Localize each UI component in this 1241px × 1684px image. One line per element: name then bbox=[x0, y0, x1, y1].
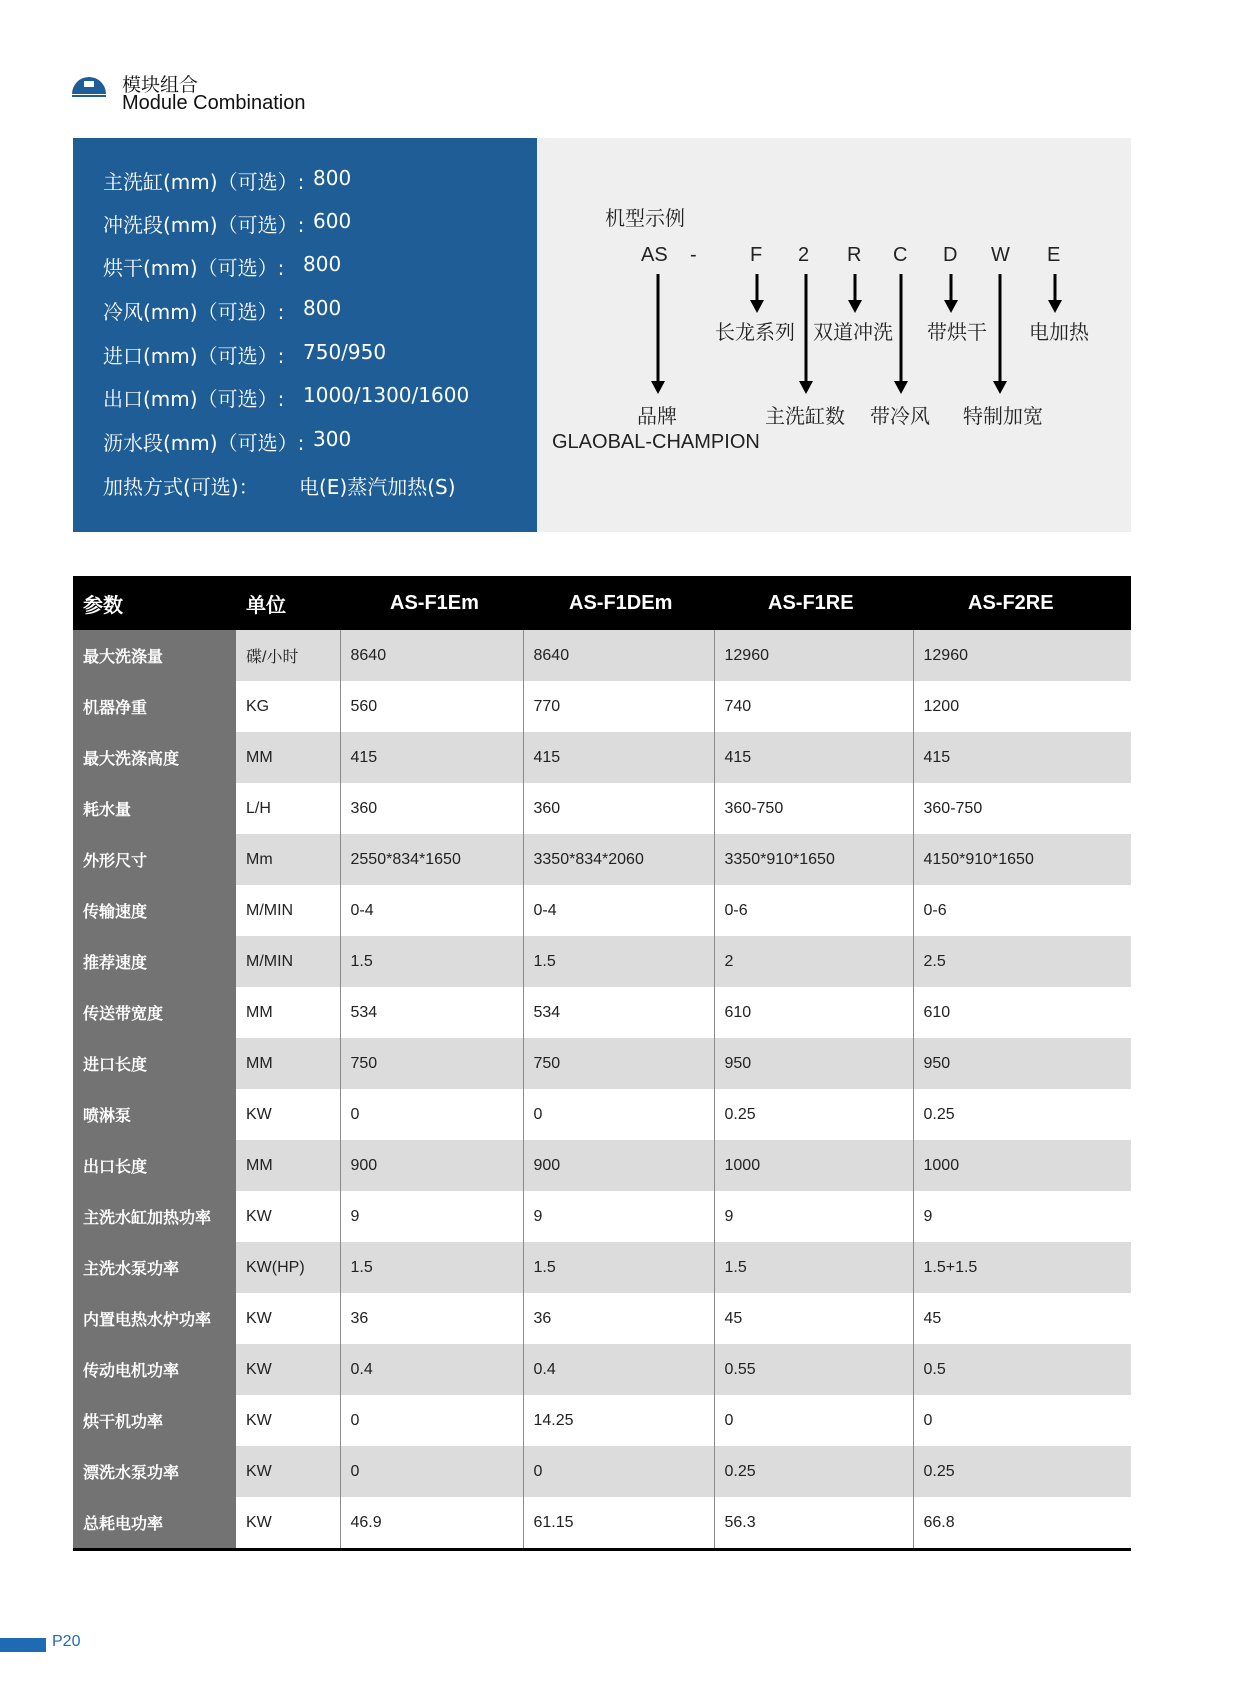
value-cell: 14.25 bbox=[523, 1395, 714, 1446]
param-name-cell: 机器净重 bbox=[73, 681, 236, 732]
unit-cell: KW bbox=[236, 1293, 340, 1344]
meaning-c: 带冷风 bbox=[870, 404, 930, 428]
code-letter-w: W bbox=[991, 244, 1010, 266]
unit-cell: KW bbox=[236, 1344, 340, 1395]
param-name-cell: 最大洗涤高度 bbox=[73, 732, 236, 783]
value-cell: 0-4 bbox=[523, 885, 714, 936]
param-name-cell: 漂洗水泵功率 bbox=[73, 1446, 236, 1497]
value-cell: 9 bbox=[913, 1191, 1131, 1242]
unit-cell: MM bbox=[236, 987, 340, 1038]
table-row bbox=[73, 1395, 1131, 1446]
value-cell: 950 bbox=[714, 1038, 913, 1089]
value-cell: 0.25 bbox=[913, 1446, 1131, 1497]
spec-value: 电(E)蒸汽加热(S) bbox=[299, 475, 456, 499]
param-name-cell: 传输速度 bbox=[73, 885, 236, 936]
table-body bbox=[73, 630, 1131, 1550]
value-cell: 1.5 bbox=[523, 1242, 714, 1293]
value-cell: 0.55 bbox=[714, 1344, 913, 1395]
table-row bbox=[73, 1293, 1131, 1344]
unit-cell: MM bbox=[236, 732, 340, 783]
column-header: 单位 bbox=[236, 576, 340, 630]
section-title-en: Module Combination bbox=[122, 92, 306, 114]
spec-value: 800 bbox=[303, 252, 342, 276]
value-cell: 36 bbox=[523, 1293, 714, 1344]
table-row bbox=[73, 1191, 1131, 1242]
value-cell: 46.9 bbox=[340, 1497, 523, 1550]
table-row bbox=[73, 783, 1131, 834]
table-row bbox=[73, 1446, 1131, 1497]
spec-label: 进口(mm)（可选）: bbox=[103, 344, 285, 368]
value-cell: 415 bbox=[340, 732, 523, 783]
table-row bbox=[73, 630, 1131, 681]
value-cell: 0.4 bbox=[523, 1344, 714, 1395]
value-cell: 3350*910*1650 bbox=[714, 834, 913, 885]
param-name-cell: 耗水量 bbox=[73, 783, 236, 834]
value-cell: 9 bbox=[714, 1191, 913, 1242]
code-letter-r: R bbox=[847, 244, 862, 266]
column-header: 参数 bbox=[73, 576, 236, 630]
value-cell: 1.5+1.5 bbox=[913, 1242, 1131, 1293]
value-cell: 0 bbox=[714, 1395, 913, 1446]
page-number: P20 bbox=[52, 1633, 81, 1650]
param-name-cell: 外形尺寸 bbox=[73, 834, 236, 885]
unit-cell: L/H bbox=[236, 783, 340, 834]
spec-value: 1000/1300/1600 bbox=[303, 383, 470, 407]
value-cell: 4150*910*1650 bbox=[913, 834, 1131, 885]
value-cell: 0.25 bbox=[714, 1446, 913, 1497]
meaning-w: 特制加宽 bbox=[963, 404, 1043, 428]
value-cell: 0.25 bbox=[913, 1089, 1131, 1140]
value-cell: 1.5 bbox=[340, 1242, 523, 1293]
table-row bbox=[73, 936, 1131, 987]
table-row bbox=[73, 987, 1131, 1038]
value-cell: 534 bbox=[340, 987, 523, 1038]
code-letter-2: 2 bbox=[798, 244, 810, 266]
spec-label: 冷风(mm)（可选）: bbox=[103, 300, 285, 324]
table-row bbox=[73, 681, 1131, 732]
param-name-cell: 推荐速度 bbox=[73, 936, 236, 987]
spec-value: 750/950 bbox=[303, 340, 387, 364]
code-letter-f: F bbox=[750, 244, 763, 266]
value-cell: 1.5 bbox=[714, 1242, 913, 1293]
value-cell: 9 bbox=[340, 1191, 523, 1242]
value-cell: 560 bbox=[340, 681, 523, 732]
spec-label: 烘干(mm)（可选）: bbox=[103, 256, 285, 280]
value-cell: 750 bbox=[340, 1038, 523, 1089]
param-name-cell: 进口长度 bbox=[73, 1038, 236, 1089]
value-cell: 0.25 bbox=[714, 1089, 913, 1140]
value-cell: 0 bbox=[340, 1089, 523, 1140]
column-header: AS-F2RE bbox=[913, 576, 1131, 630]
value-cell: 61.15 bbox=[523, 1497, 714, 1550]
table-row bbox=[73, 1140, 1131, 1191]
spec-panel bbox=[73, 138, 537, 532]
unit-cell: 碟/小时 bbox=[236, 630, 340, 681]
value-cell: 1000 bbox=[913, 1140, 1131, 1191]
value-cell: 750 bbox=[523, 1038, 714, 1089]
param-name-cell: 出口长度 bbox=[73, 1140, 236, 1191]
value-cell: 36 bbox=[340, 1293, 523, 1344]
spec-value: 800 bbox=[303, 296, 342, 320]
unit-cell: Mm bbox=[236, 834, 340, 885]
model-example-panel bbox=[537, 138, 1131, 532]
value-cell: 2550*834*1650 bbox=[340, 834, 523, 885]
unit-cell: KW bbox=[236, 1395, 340, 1446]
value-cell: 2.5 bbox=[913, 936, 1131, 987]
value-cell: 9 bbox=[523, 1191, 714, 1242]
spec-label: 主洗缸(mm)（可选）: bbox=[103, 170, 305, 194]
value-cell: 0 bbox=[913, 1395, 1131, 1446]
param-name-cell: 传动电机功率 bbox=[73, 1344, 236, 1395]
value-cell: 900 bbox=[340, 1140, 523, 1191]
model-example-title: 机型示例 bbox=[605, 206, 685, 230]
value-cell: 0 bbox=[523, 1446, 714, 1497]
value-cell: 415 bbox=[714, 732, 913, 783]
param-name-cell: 最大洗涤量 bbox=[73, 630, 236, 681]
value-cell: 0 bbox=[523, 1089, 714, 1140]
value-cell: 0.4 bbox=[340, 1344, 523, 1395]
value-cell: 1200 bbox=[913, 681, 1131, 732]
spec-value: 800 bbox=[313, 166, 352, 190]
value-cell: 610 bbox=[714, 987, 913, 1038]
value-cell: 0-6 bbox=[913, 885, 1131, 936]
spec-label: 冲洗段(mm)（可选）: bbox=[103, 213, 305, 237]
param-name-cell: 喷淋泵 bbox=[73, 1089, 236, 1140]
value-cell: 0-4 bbox=[340, 885, 523, 936]
unit-cell: KG bbox=[236, 681, 340, 732]
meaning-e: 电加热 bbox=[1029, 320, 1089, 344]
value-cell: 1.5 bbox=[523, 936, 714, 987]
spec-value: 600 bbox=[313, 209, 352, 233]
value-cell: 0 bbox=[340, 1446, 523, 1497]
meaning-r: 双道冲洗 bbox=[813, 320, 893, 344]
column-header: AS-F1Em bbox=[340, 576, 523, 630]
value-cell: 740 bbox=[714, 681, 913, 732]
table-row bbox=[73, 732, 1131, 783]
value-cell: 45 bbox=[913, 1293, 1131, 1344]
column-header: AS-F1RE bbox=[714, 576, 913, 630]
value-cell: 610 bbox=[913, 987, 1131, 1038]
spec-value: 300 bbox=[313, 427, 352, 451]
unit-cell: KW(HP) bbox=[236, 1242, 340, 1293]
unit-cell: M/MIN bbox=[236, 885, 340, 936]
meaning-brand: 品牌 bbox=[637, 404, 677, 428]
value-cell: 0.5 bbox=[913, 1344, 1131, 1395]
code-letter-dash: - bbox=[690, 244, 697, 266]
param-name-cell: 传送带宽度 bbox=[73, 987, 236, 1038]
param-name-cell: 内置电热水炉功率 bbox=[73, 1293, 236, 1344]
param-name-cell: 总耗电功率 bbox=[73, 1497, 236, 1550]
table-row bbox=[73, 834, 1131, 885]
value-cell: 900 bbox=[523, 1140, 714, 1191]
value-cell: 12960 bbox=[913, 630, 1131, 681]
spec-label: 出口(mm)（可选）: bbox=[103, 387, 285, 411]
unit-cell: KW bbox=[236, 1497, 340, 1550]
value-cell: 66.8 bbox=[913, 1497, 1131, 1550]
table-row bbox=[73, 1038, 1131, 1089]
spec-table bbox=[73, 576, 1131, 1551]
value-cell: 360 bbox=[340, 783, 523, 834]
value-cell: 12960 bbox=[714, 630, 913, 681]
unit-cell: MM bbox=[236, 1038, 340, 1089]
meaning-2: 主洗缸数 bbox=[765, 404, 845, 428]
column-header: AS-F1DEm bbox=[523, 576, 714, 630]
value-cell: 1.5 bbox=[340, 936, 523, 987]
unit-cell: KW bbox=[236, 1191, 340, 1242]
table-row bbox=[73, 1089, 1131, 1140]
brand-name: GLAOBAL-CHAMPION bbox=[552, 431, 760, 453]
value-cell: 1000 bbox=[714, 1140, 913, 1191]
unit-cell: KW bbox=[236, 1446, 340, 1497]
param-name-cell: 主洗水缸加热功率 bbox=[73, 1191, 236, 1242]
spec-label: 加热方式(可选)： bbox=[103, 475, 259, 499]
table-row bbox=[73, 1344, 1131, 1395]
logo-icon bbox=[70, 72, 108, 98]
value-cell: 0 bbox=[340, 1395, 523, 1446]
code-letter-d: D bbox=[943, 244, 958, 266]
unit-cell: MM bbox=[236, 1140, 340, 1191]
value-cell: 3350*834*2060 bbox=[523, 834, 714, 885]
value-cell: 8640 bbox=[523, 630, 714, 681]
table-row bbox=[73, 1497, 1131, 1550]
section-title-cn: 模块组合 bbox=[122, 74, 199, 96]
code-letter-as: AS bbox=[641, 244, 668, 266]
table-row bbox=[73, 885, 1131, 936]
value-cell: 770 bbox=[523, 681, 714, 732]
spec-label: 沥水段(mm)（可选）: bbox=[103, 431, 305, 455]
table-row bbox=[73, 1242, 1131, 1293]
param-name-cell: 主洗水泵功率 bbox=[73, 1242, 236, 1293]
unit-cell: M/MIN bbox=[236, 936, 340, 987]
value-cell: 415 bbox=[523, 732, 714, 783]
value-cell: 56.3 bbox=[714, 1497, 913, 1550]
value-cell: 45 bbox=[714, 1293, 913, 1344]
meaning-d: 带烘干 bbox=[927, 320, 987, 344]
meaning-f: 长龙系列 bbox=[715, 320, 795, 344]
footer-bar bbox=[0, 1638, 46, 1652]
value-cell: 360-750 bbox=[714, 783, 913, 834]
value-cell: 360 bbox=[523, 783, 714, 834]
code-letter-e: E bbox=[1047, 244, 1061, 266]
value-cell: 8640 bbox=[340, 630, 523, 681]
unit-cell: KW bbox=[236, 1089, 340, 1140]
value-cell: 415 bbox=[913, 732, 1131, 783]
value-cell: 950 bbox=[913, 1038, 1131, 1089]
param-name-cell: 烘干机功率 bbox=[73, 1395, 236, 1446]
value-cell: 534 bbox=[523, 987, 714, 1038]
value-cell: 0-6 bbox=[714, 885, 913, 936]
value-cell: 2 bbox=[714, 936, 913, 987]
table-header-row bbox=[73, 576, 1131, 630]
value-cell: 360-750 bbox=[913, 783, 1131, 834]
code-letter-c: C bbox=[893, 244, 908, 266]
